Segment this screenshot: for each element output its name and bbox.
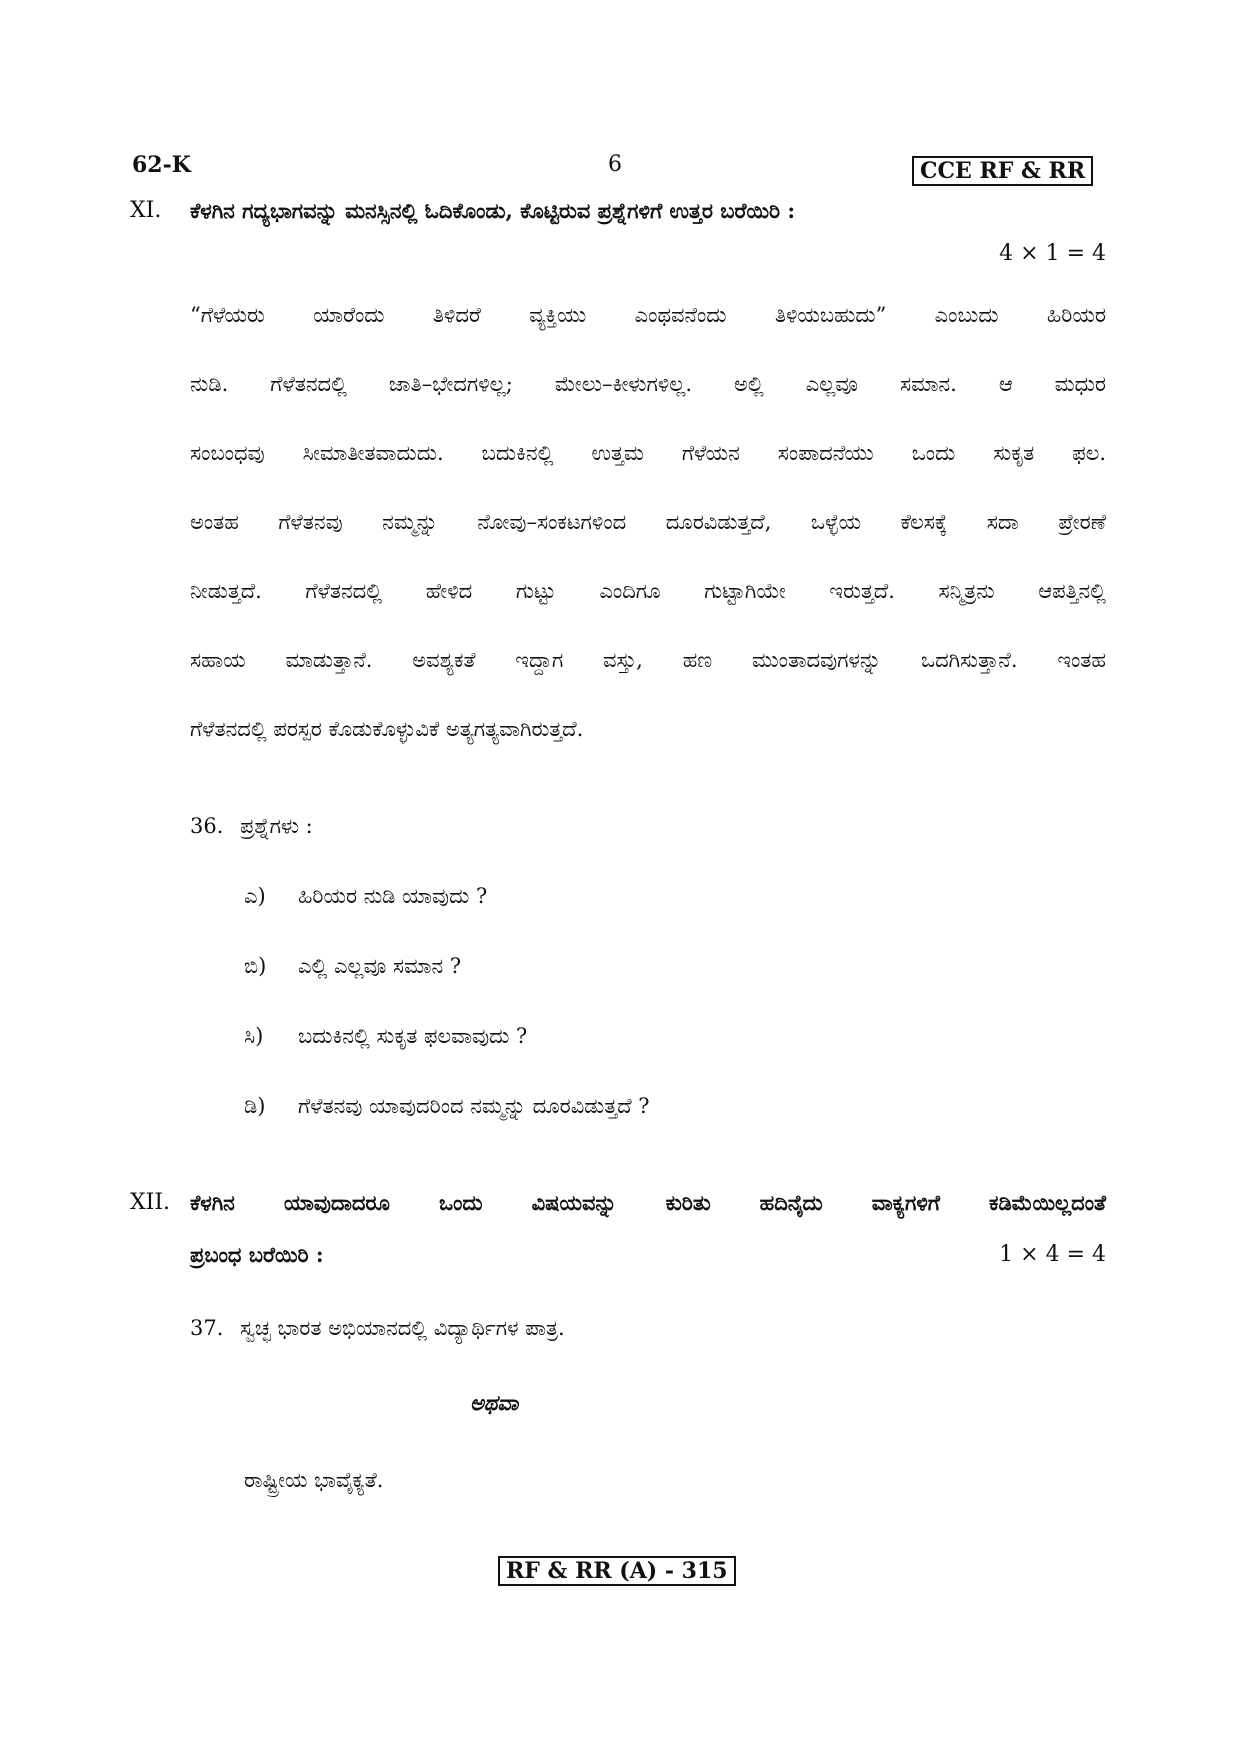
subquestion-text: ಬದುಕಿನಲ್ಲಿ ಸುಕೃತ ಫಲವಾವುದು ?	[298, 1024, 528, 1048]
footer-code-box: RF & RR (A) - 315	[498, 1556, 736, 1586]
subquestion-label: ಡಿ)	[244, 1094, 266, 1118]
section-xii-instruction-cont: ಪ್ರಬಂಧ ಬರೆಯಿರಿ :	[190, 1242, 324, 1267]
section-xi-instruction: ಕೆಳಗಿನ ಗದ್ಯಭಾಗವನ್ನು ಮನಸ್ಸಿನಲ್ಲಿ ಓದಿಕೊಂಡು, ಕೊಟ್ಟಿರುವ ಪ್ರಶ್ನೆಗಳಿಗೆ ಉತ್ತರ ಬರೆಯಿರಿ :	[190, 198, 796, 223]
section-xi-marks: 4 × 1 = 4	[999, 241, 1106, 266]
question-36-heading: ಪ್ರಶ್ನೆಗಳು :	[240, 814, 313, 838]
section-xii-marks: 1 × 4 = 4	[999, 1242, 1106, 1267]
subquestion-text: ಹಿರಿಯರ ನುಡಿ ಯಾವುದು ?	[298, 884, 488, 908]
page-number: 6	[608, 152, 622, 177]
passage-line: “ಗೆಳೆಯರು ಯಾರೆಂದು ತಿಳಿದರೆ ವ್ಯಕ್ತಿಯು ಎಂಥವನೆಂದು ತಿಳಿಯಬಹುದು” ಎಂಬುದು ಹಿರಿಯರ	[190, 303, 1106, 327]
subquestion-text: ಎಲ್ಲಿ ಎಲ್ಲವೂ ಸಮಾನ ?	[298, 954, 462, 978]
subquestion-label: ಎ)	[244, 884, 266, 908]
subquestion-text: ಗೆಳೆತನವು ಯಾವುದರಿಂದ ನಮ್ಮನ್ನು ದೂರವಿಡುತ್ತದೆ ?	[298, 1094, 650, 1118]
subquestion-label: ಬಿ)	[244, 954, 267, 978]
subquestion-label: ಸಿ)	[244, 1024, 264, 1048]
question-37-number: 37.	[190, 1316, 224, 1340]
section-xii-number: XII.	[130, 1190, 171, 1215]
paper-code: 62-K	[132, 152, 191, 178]
question-36-number: 36.	[190, 814, 224, 838]
passage-line: ಗೆಳೆತನದಲ್ಲಿ ಪರಸ್ಪರ ಕೊಡುಕೊಳ್ಳುವಿಕೆ ಅತ್ಯಗತ್ಯವಾಗಿರುತ್ತದೆ.	[190, 717, 584, 741]
essay-topic-2: ರಾಷ್ಟ್ರೀಯ ಭಾವೈಕ್ಯತೆ.	[244, 1468, 384, 1492]
passage-line: ಅಂತಹ ಗೆಳೆತನವು ನಮ್ಮನ್ನು ನೋವು–ಸಂಕಟಗಳಿಂದ ದೂರವಿಡುತ್ತದೆ, ಒಳ್ಳೆಯ ಕೆಲಸಕ್ಕೆ ಸದಾ ಪ್ರೇರಣೆ	[190, 510, 1106, 534]
essay-topic-1: ಸ್ವಚ್ಛ ಭಾರತ ಅಭಿಯಾನದಲ್ಲಿ ವಿದ್ಯಾರ್ಥಿಗಳ ಪಾತ್ರ.	[240, 1316, 565, 1340]
series-box: CCE RF & RR	[912, 156, 1093, 186]
passage-line: ನೀಡುತ್ತದೆ. ಗೆಳೆತನದಲ್ಲಿ ಹೇಳಿದ ಗುಟ್ಟು ಎಂದಿಗೂ ಗುಟ್ಟಾಗಿಯೇ ಇರುತ್ತದೆ. ಸನ್ಮಿತ್ರನು ಆಪತ್ತಿನಲ್ಲಿ	[190, 579, 1106, 603]
passage-line: ನುಡಿ. ಗೆಳೆತನದಲ್ಲಿ ಜಾತಿ–ಭೇದಗಳಿಲ್ಲ; ಮೇಲು–ಕೀಳುಗಳಿಲ್ಲ. ಅಲ್ಲಿ ಎಲ್ಲವೂ ಸಮಾನ. ಆ ಮಧುರ	[190, 372, 1106, 396]
or-label: ಅಥವಾ	[470, 1390, 519, 1415]
section-xi-number: XI.	[130, 198, 162, 223]
section-xii-instruction: ಕೆಳಗಿನ ಯಾವುದಾದರೂ ಒಂದು ವಿಷಯವನ್ನು ಕುರಿತು ಹದಿನೈದು ವಾಕ್ಯಗಳಿಗೆ ಕಡಿಮೆಯಿಲ್ಲದಂತೆ	[190, 1190, 1106, 1215]
passage-line: ಸಂಬಂಧವು ಸೀಮಾತೀತವಾದುದು. ಬದುಕಿನಲ್ಲಿ ಉತ್ತಮ ಗೆಳೆಯನ ಸಂಪಾದನೆಯು ಒಂದು ಸುಕೃತ ಫಲ.	[190, 441, 1106, 465]
passage-line: ಸಹಾಯ ಮಾಡುತ್ತಾನೆ. ಅವಶ್ಯಕತೆ ಇದ್ದಾಗ ವಸ್ತು, ಹಣ ಮುಂತಾದವುಗಳನ್ನು ಒದಗಿಸುತ್ತಾನೆ. ಇಂತಹ	[190, 648, 1106, 672]
